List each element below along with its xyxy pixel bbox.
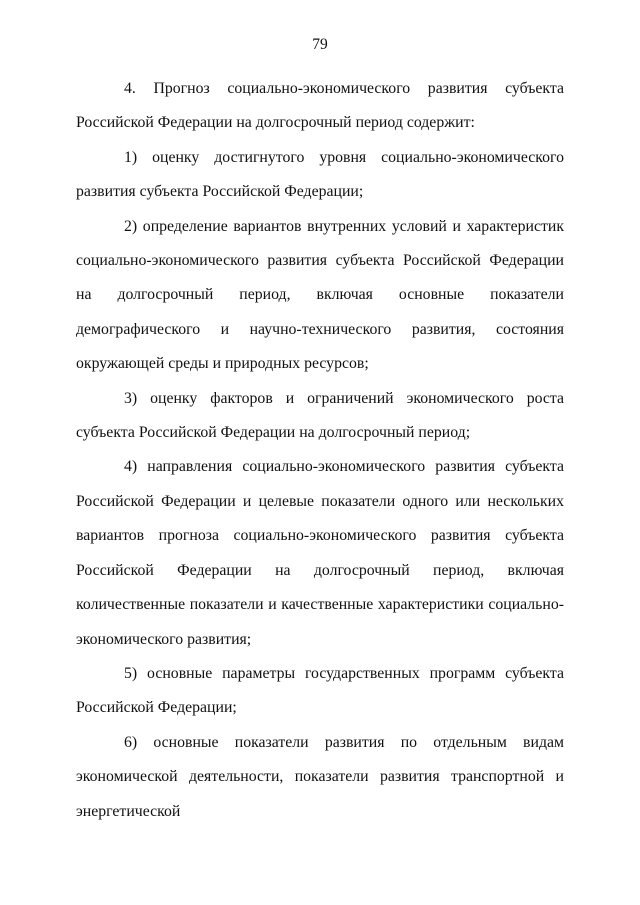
paragraph-section-4-intro: 4. Прогноз социально-экономического развития субъекта Российской Федерации на долгосрочный период содержит:	[76, 80, 564, 132]
paragraph-item-5: 5) основные параметры государственных программ субъекта Российской Федерации;	[76, 664, 564, 717]
paragraph-item-6: 6) основные показатели развития по отдельным видам экономической деятельности, показатели развития транспортной и энергетической	[76, 733, 564, 820]
page-number: 79	[312, 36, 328, 53]
paragraph-item-2: 2) определение вариантов внутренних условий и характеристик социально-экономического развития субъекта Российской Федерации на долгосрочный период, включая основные показатели демографического и научно-технического развития, состояния окружающей среды и природных ресурсов;	[76, 217, 564, 373]
document-body	[76, 72, 564, 829]
paragraph-item-1: 1) оценку достигнутого уровня социально-экономического развития субъекта Российской Федерации;	[76, 148, 564, 201]
paragraph-item-4: 4) направления социально-экономического развития субъекта Российской Федерации и целевые показатели одного или нескольких вариантов прогноза социально-экономического развития субъекта Российской Федерации на долгосрочный период, включая количественные показатели и качественные характеристики социально-экономического развития;	[76, 458, 564, 648]
paragraph-item-3: 3) оценку факторов и ограничений экономического роста субъекта Российской Федерации на долгосрочный период;	[76, 389, 564, 442]
